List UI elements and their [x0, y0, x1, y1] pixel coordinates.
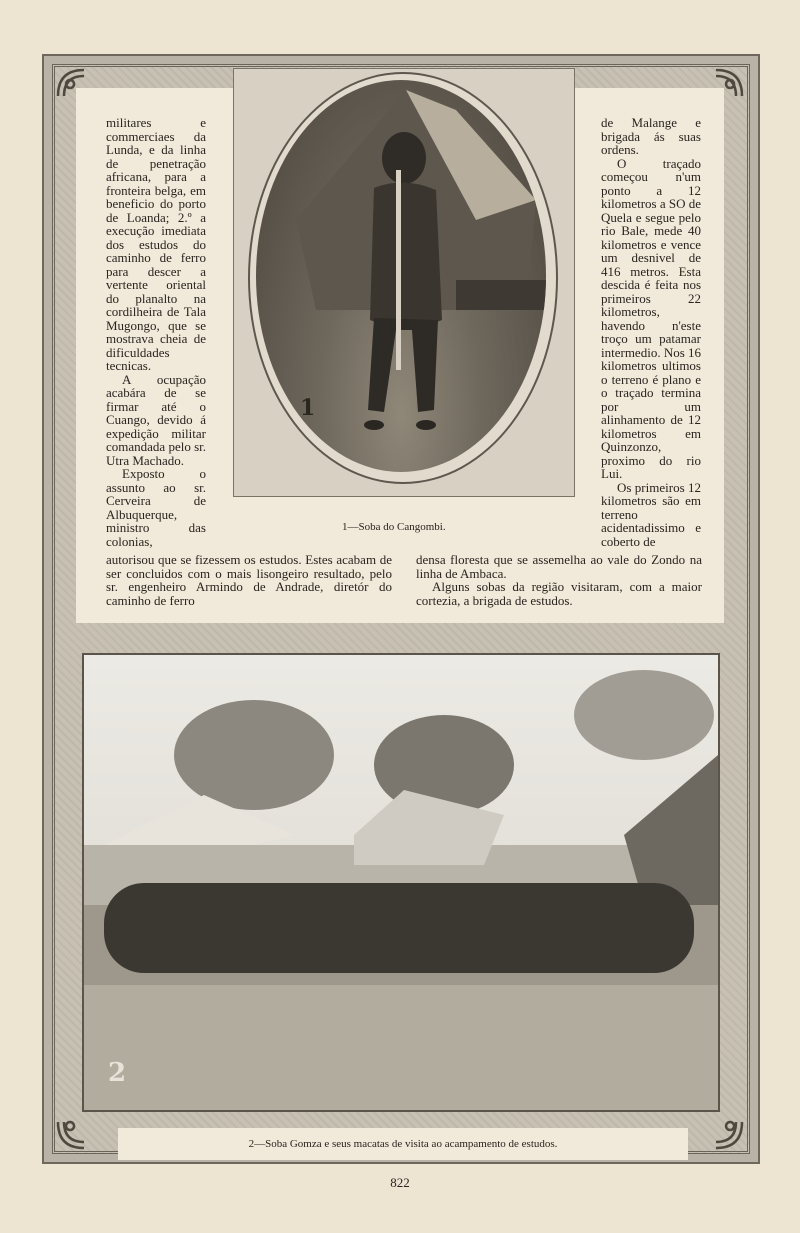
corner-ornament-icon — [54, 1118, 88, 1152]
paragraph: autorisou que se fizessem os estudos. Estes acabam de ser concluidos com o mais lisongeiro resultado, pelo sr. engenheiro Armindo de Andrade, diretór do caminho de ferro — [106, 552, 392, 608]
paragraph: O traçado começou n'um ponto a 12 kilometros a SO de Quela e segue pelo rio Bale, mede 40 kilometros e vence um desnivel de 416 metros. Esta descida é feita nos primeiros 22 kilometros, havendo n'este troço um patamar intermedio. Nos 16 kilometros ultimos o terreno é plano e o traçado termina por um alinhamento de 12 kilometros em Quinzonzo, proximo do rio Lui. — [601, 155, 702, 481]
group-photo — [82, 653, 720, 1112]
text-column-left — [106, 116, 206, 548]
paragraph: A ocupação acabára de se firmar até o Cuango, devido á expedição militar comandada pelo sr. Utra Machado. — [106, 371, 206, 468]
paragraph: Alguns sobas da região visitaram, com a maior cortezia, a brigada de estudos. — [416, 579, 702, 608]
camp-illustration — [84, 655, 718, 1110]
page-number: 822 — [390, 1175, 410, 1190]
photo-caption: 1—Soba do Cangombi. — [342, 521, 446, 533]
text-column-right — [601, 116, 701, 548]
paragraph: Os primeiros 12 kilometros são em terreno acidentadissimo e coberto de — [601, 479, 701, 549]
paragraph: de Malange e brigada ás suas ordens. — [601, 115, 701, 157]
paragraph: militares e commerciaes da Lunda, e da linha de penetração africana, para a fronteira belga, em beneficio do porto de Loanda; 2.º a execução imediata dos estudos do caminho de ferro para descer a vertente oriental do planalto na cordilheira de Tala Mugongo, que se mostrava cheia de dificuldades tecnicas. — [106, 115, 206, 373]
corner-ornament-icon — [712, 1118, 746, 1152]
paragraph: densa floresta que se assemelha ao vale do Zondo na linha de Ambaca. — [416, 552, 702, 581]
photo-number: 2 — [108, 1058, 127, 1088]
photo-number: 1 — [300, 395, 316, 421]
photo-caption: 2—Soba Gomza e seus macatas de visita ao acampamento de estudos. — [118, 1128, 688, 1160]
paragraph: Exposto o assunto ao sr. Cerveira de Albuquerque, ministro das colonias, — [106, 466, 206, 549]
text-column-right-continued — [416, 553, 702, 607]
text-column-left-continued — [106, 553, 392, 607]
